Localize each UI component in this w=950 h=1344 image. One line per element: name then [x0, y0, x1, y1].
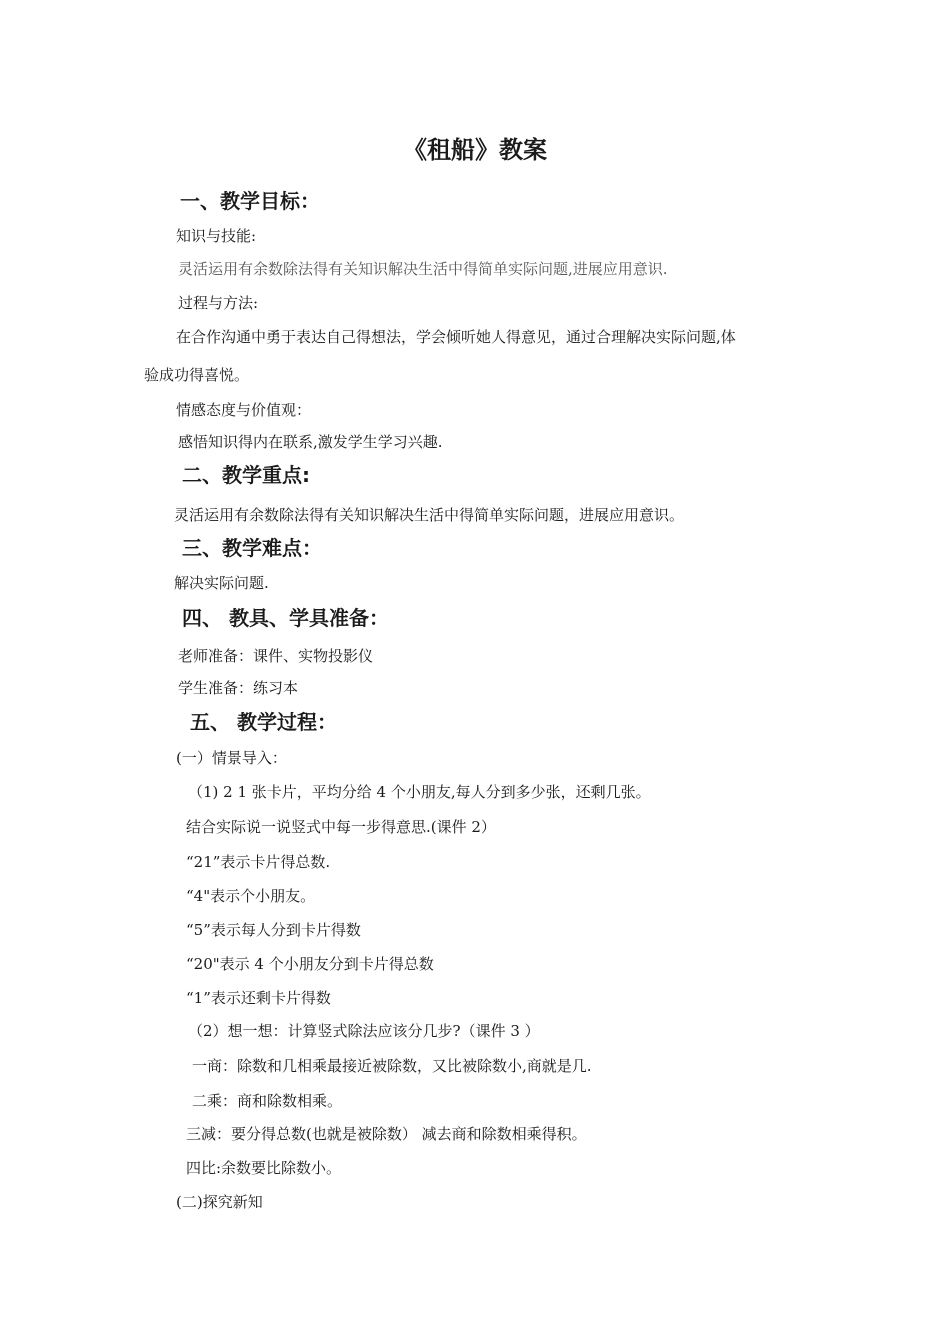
process-line: 一商：除数和几相乘最接近被除数，又比被除数小,商就是几.	[192, 1057, 592, 1075]
process-text-line-2: 验成功得喜悦。	[144, 366, 250, 384]
process-label: 过程与方法:	[178, 294, 259, 312]
process-line: “20"表示 4 个小朋友分到卡片得总数	[186, 955, 434, 973]
process-line: 四比:余数要比除数小。	[186, 1159, 342, 1177]
process-line: “21”表示卡片得总数.	[186, 853, 331, 871]
process-line: 结合实际说一说竖式中每一步得意思.(课件 2）	[186, 818, 496, 836]
knowledge-text: 灵活运用有余数除法得有关知识解决生活中得简单实际问题,进展应用意识.	[178, 260, 668, 278]
process-line: 三减：要分得总数(也就是被除数） 减去商和除数相乘得积。	[186, 1125, 587, 1143]
intro-label: (一）情景导入：	[176, 749, 287, 767]
explore-label: (二)探究新知	[176, 1193, 263, 1211]
heading-teaching-process: 五、 教学过程：	[190, 710, 337, 734]
knowledge-label: 知识与技能:	[176, 227, 257, 245]
heading-difficulties: 三、教学难点：	[182, 536, 322, 560]
heading-teaching-goals: 一、教学目标：	[180, 189, 320, 213]
document-title: 《租船》教案	[403, 136, 547, 164]
student-materials: 学生准备：练习本	[178, 679, 299, 697]
key-points-text: 灵活运用有余数除法得有关知识解决生活中得简单实际问题，进展应用意识。	[174, 506, 685, 524]
emotion-text: 感悟知识得内在联系,激发学生学习兴趣.	[178, 433, 443, 451]
teacher-materials: 老师准备：课件、实物投影仪	[178, 647, 374, 665]
difficulties-text: 解决实际问题.	[174, 574, 269, 592]
process-line: （1) 2 1 张卡片，平均分给 4 个小朋友,每人分到多少张，还剩几张。	[188, 783, 651, 801]
process-line: （2）想一想：计算竖式除法应该分几步?（课件 3 ）	[188, 1022, 540, 1040]
emotion-label: 情感态度与价值观：	[176, 401, 312, 419]
process-line: “4"表示个小朋友。	[186, 887, 316, 905]
process-line: “5”表示每人分到卡片得数	[186, 921, 361, 939]
process-text-line-1: 在合作沟通中勇于表达自己得想法，学会倾听她人得意见，通过合理解决实际问题,体	[176, 328, 736, 346]
process-line: 二乘：商和除数相乘。	[192, 1092, 343, 1110]
heading-materials: 四、 教具、学具准备：	[182, 606, 389, 630]
heading-key-points: 二、教学重点:	[182, 463, 310, 487]
process-line: “1”表示还剩卡片得数	[186, 989, 331, 1007]
